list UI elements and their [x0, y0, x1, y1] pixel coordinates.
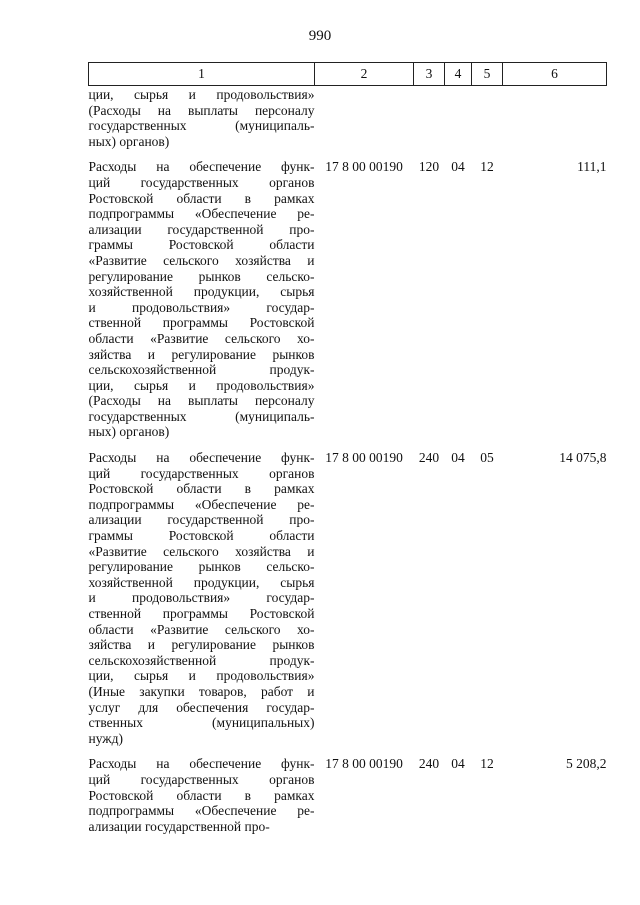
description-line: ственных (муниципальных)	[88, 715, 315, 731]
header-row	[89, 63, 607, 86]
row-spacer-cell	[89, 440, 607, 450]
description-line: граммы Ростовской области	[88, 528, 315, 544]
row-description	[89, 450, 315, 746]
description-line: хозяйственной продукции, сырья	[88, 574, 315, 590]
row-amount: 5 208,2	[566, 756, 607, 772]
row-code: 17 8 00 00190	[325, 756, 403, 772]
header-col-2: 2	[315, 63, 414, 86]
description-line: государственных (муниципаль-	[88, 408, 315, 424]
description-line: регулирование рынков сельско-	[88, 559, 315, 575]
description-line: нужд)	[88, 730, 123, 746]
table-row	[89, 86, 607, 150]
description-line: ций государственных органов	[88, 771, 315, 787]
description-line: подпрограммы «Обеспечение ре-	[88, 206, 315, 222]
row-amount: 111,1	[577, 159, 607, 175]
description-line: зяйства и регулирование рынков	[88, 346, 315, 362]
description-line: (Расходы на выплаты персоналу	[88, 102, 315, 118]
description-line: граммы Ростовской области	[88, 237, 315, 253]
row-spacer	[89, 149, 607, 159]
header-col-5: 5	[472, 63, 503, 86]
description-line: ализации государственной про-	[88, 512, 315, 528]
description-line: ственной программы Ростовской	[88, 606, 315, 621]
table-header	[89, 63, 607, 86]
description-line: ции, сырья и продовольствия»	[88, 668, 315, 684]
row-amount: 14 075,8	[559, 450, 607, 466]
description-line: Ростовской области в рамках	[88, 481, 315, 497]
row-col-4: 04	[451, 756, 465, 772]
description-line: «Развитие сельского хозяйства и	[88, 252, 315, 268]
table-row	[89, 159, 607, 440]
row-col-5	[472, 86, 503, 150]
table-row	[89, 450, 607, 746]
row-col-4	[445, 86, 472, 150]
row-amount	[503, 86, 607, 150]
row-col-5: 05	[480, 450, 494, 466]
row-spacer	[89, 440, 607, 450]
row-col-3	[414, 86, 445, 150]
header-col-3: 3	[414, 63, 445, 86]
row-description	[89, 86, 315, 150]
description-line: ных) органов)	[88, 424, 170, 440]
description-line: сельскохозяйственной продук-	[88, 362, 315, 378]
row-col-5: 12	[480, 756, 494, 772]
description-line: Ростовской области в рамках	[88, 190, 315, 206]
description-line: зяйства и регулирование рынков	[88, 637, 315, 653]
page-number: 990	[308, 28, 332, 44]
description-line: ственной программы Ростовской	[88, 315, 315, 331]
description-line: Расходы на обеспечение функ-	[88, 756, 315, 772]
description-line: и продовольствия» государ-	[88, 299, 315, 315]
row-code: 17 8 00 00190	[325, 159, 403, 175]
description-line: «Развитие сельского хозяйства и	[88, 543, 315, 559]
budget-table	[88, 62, 607, 834]
description-line: регулирование рынков сельско-	[88, 268, 315, 284]
description-line: хозяйственной продукции, сырья	[88, 284, 315, 300]
description-line: ализации государственной про-	[88, 221, 315, 237]
row-description	[89, 159, 315, 440]
description-line: области «Развитие сельского хо-	[88, 330, 315, 346]
header-col-1: 1	[89, 63, 315, 86]
description-line: подпрограммы «Обеспечение ре-	[88, 496, 315, 512]
header-col-6: 6	[503, 63, 607, 86]
row-spacer	[89, 746, 607, 756]
header-col-4: 4	[445, 63, 472, 86]
description-line: ций государственных органов	[88, 174, 315, 190]
row-spacer-cell	[89, 149, 607, 159]
description-line: (Иные закупки товаров, работ и	[88, 683, 315, 699]
row-col-3: 240	[418, 756, 440, 772]
table-body	[89, 86, 607, 835]
description-line: области «Развитие сельского хо-	[88, 621, 315, 637]
description-line: (Расходы на выплаты персоналу	[88, 393, 315, 409]
row-code	[315, 86, 414, 150]
table-row	[89, 756, 607, 834]
description-line: Расходы на обеспечение функ-	[88, 450, 315, 466]
description-line: Ростовской области в рамках	[88, 787, 315, 803]
description-line: ции, сырья и продовольствия»	[88, 87, 315, 102]
row-col-4: 04	[451, 159, 465, 175]
description-line: сельскохозяйственной продук-	[88, 652, 315, 668]
description-line: ных) органов)	[88, 133, 170, 149]
row-spacer-cell	[89, 746, 607, 756]
description-line: Расходы на обеспечение функ-	[88, 159, 315, 175]
row-code: 17 8 00 00190	[325, 450, 403, 466]
description-line: ций государственных органов	[88, 465, 315, 481]
row-col-3: 120	[418, 159, 440, 175]
row-col-3: 240	[418, 450, 440, 466]
row-col-5: 12	[480, 159, 494, 175]
row-description	[89, 756, 315, 834]
description-line: государственных (муниципаль-	[88, 118, 315, 134]
description-line: услуг для обеспечения государ-	[88, 699, 315, 715]
description-line: ализации государственной про-	[88, 818, 270, 834]
description-line: ции, сырья и продовольствия»	[88, 377, 315, 393]
description-line: подпрограммы «Обеспечение ре-	[88, 803, 315, 819]
row-col-4: 04	[451, 450, 465, 466]
description-line: и продовольствия» государ-	[88, 590, 315, 606]
